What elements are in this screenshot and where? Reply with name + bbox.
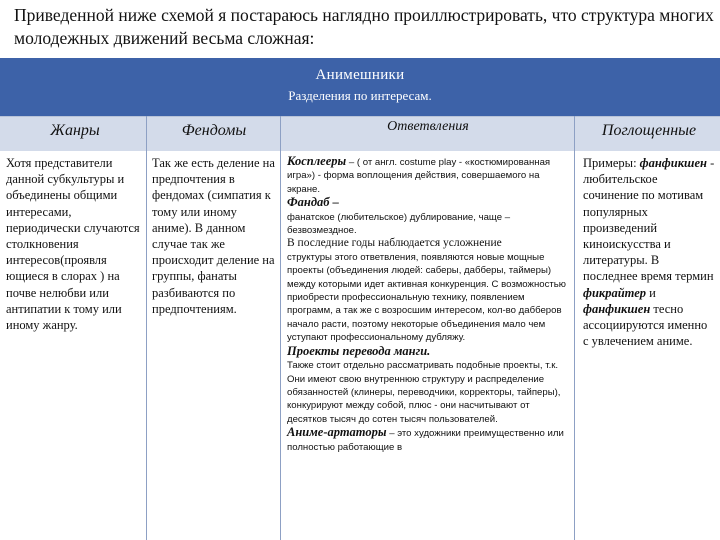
column-header-branches: Ответвления [387,119,469,134]
column-header-genres: Жанры [50,122,100,139]
intro-text: Приведенной ниже схемой я постараюсь наглядно проиллюстрировать, что структура многих молодежных движений весьма сложная: [14,5,714,48]
table-subtitle: Разделения по интересам. [288,88,432,103]
art-title: Аниме-артаторы [287,425,387,440]
term-ficwriter: фикрайтер [583,285,647,300]
cell-absorbed [583,155,715,349]
cell-fandoms: Так же есть деление на предпочтения в фендомах (симпатия к тому или иному аниме). В данном случае так же происходит деление на группы, фанаты разбиваются по предпочтениям. [152,156,275,316]
fandub-title: Фандаб – [287,195,339,210]
absorbed-text-2: - любительское сочинение по мотивам популярных произведений киноискусства и литературы. В последнее время термин [583,156,715,284]
fandub-text-3: структуры этого ответвления, появляются новые мощные проекты (объединения людей: саберы, дабберы, таймеры) между которыми идет активная конкуренция. С возможностью приобрести профессиональную технику, появлением программ, а так же с возросшим интересом, кол-во дабберов начало расти, поэтому некоторые объединения мало чем уступают профессиональному дубляжу. [287,251,566,344]
column-headers-row [0,116,720,153]
fandub-text: фанатское (любительское) дублирование, чаще – безвозмездное. [287,211,511,237]
fandub-text-2: В последние годы наблюдается усложнение [287,237,502,250]
absorbed-text-1: Примеры: [583,156,640,170]
term-fanfiction: фанфикшен [639,156,707,170]
manga-text: Также стоит отдельно рассматривать подобные проекты, т.к. Они имеют свою внутреннюю структуру и распределение обязанностей (клинеры, переводчики, корректоры, тайперы), конкурируют между собой, плюс - они насчитывают от десятков тысяч до сотен тысяч пользователей. [287,360,561,425]
column-divider [146,116,147,540]
term-fanfiction-2: фанфикшен [583,301,651,316]
column-divider [280,116,281,540]
column-header-absorbed: Поглощенные [601,122,697,139]
column-header-fandoms: Фендомы [181,122,247,139]
absorbed-text-3: и [646,285,656,300]
column-divider [574,116,575,540]
cell-branches [287,155,569,454]
cosplay-title: Косплееры [287,154,347,168]
manga-title: Проекты перевода манги. [287,343,431,358]
cell-genres: Хотя представители данной субкультуры и объединены общими интересами, периодически случаются столкновения интересов(проявля ющиеся в слорах ) на почве нелюбви или антипатии к тому или иному жанру. [6,156,140,333]
absorbed-text-4: тесно ассоциируются именно с увлечением аниме. [583,301,708,349]
cosplay-text: – ( от англ. costume play - «костюмированная игра») - форма воплощения действия, совершаемого на экране. [287,157,551,195]
art-text: – это художники преимущественно или полностью работающие в [287,428,564,453]
table-title: Анимешники [315,67,405,83]
table-header-band [0,58,720,116]
